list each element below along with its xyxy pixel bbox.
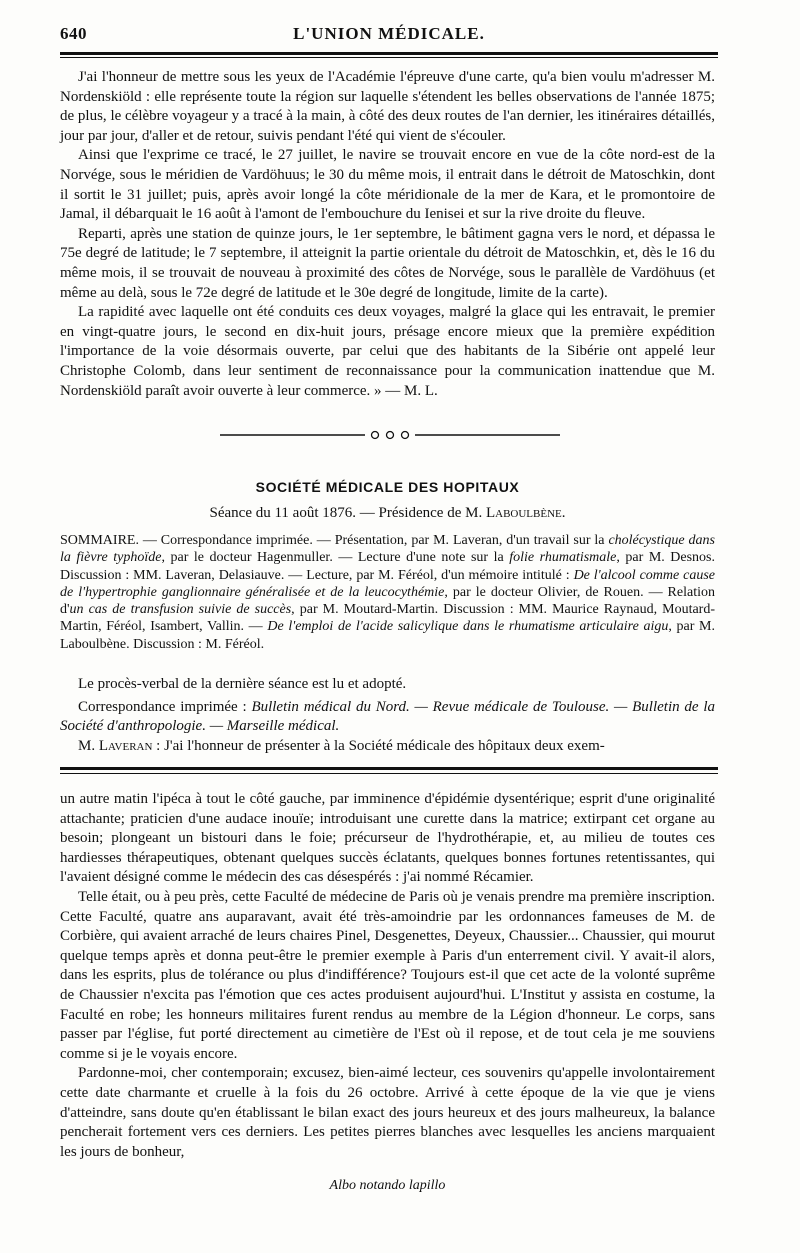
intro-paragraph-3: Reparti, après une station de quinze jours, le 1er septembre, le bâtiment gagna vers le nord, et dépassa le 75e degré de latitude; le 7 septembre, il atteignit la partie orientale du détroit de Matoschkin, et, dès le 16 du même mois, il se trouvait de nouveau à proximité des côtes de Norvége, sous le parallèle de Vardöhuus (et même au delà, sous le 72e degré de latitude et le 30e degré de longitude, limite de la carte). — [60, 225, 715, 301]
seance-line — [60, 505, 715, 522]
sommaire-title-italic: un cas de transfusion suivie de succès — [69, 602, 292, 618]
laveran-speaker: M. Laveran — [78, 737, 153, 754]
laveran-line — [60, 737, 715, 757]
intro-paragraph-4: La rapidité avec laquelle ont été conduits ces deux voyages, malgré la glace qui les entravait, le premier en vingt-quatre jours, le second en dix-huit jours, présage encore mieux que la première expédition l'importance de la voie désormais ouverte, par celui que des habitants de la Sibérie ont appelé leur Christophe Colomb, dans leur sentiment de reconnaissance pour la communication inattendue que M. Nordenskiöld paraît avoir ouverte à leur commerce. » — M. L. — [60, 304, 715, 399]
sommaire-title-italic: cholécystique dans la fièvre typhoïde — [60, 533, 715, 566]
society-title: SOCIÉTÉ MÉDICALE DES HOPITAUX — [255, 479, 520, 495]
sommaire-title-italic: De l'emploi de l'acide salicylique dans le rhumatisme articulaire aigu — [267, 619, 669, 635]
president-name: Laboulbène — [485, 505, 562, 521]
proces-verbal: Le procès-verbal de la dernière séance est lu et adopté. — [78, 676, 407, 692]
footer-catchword: Albo notando lapillo — [329, 1178, 446, 1193]
correspondance-line — [60, 698, 715, 737]
feuilleton-rule — [60, 767, 718, 770]
header-rule — [60, 52, 718, 55]
page-number: 640 — [60, 24, 87, 43]
sommaire-text: , par M. Desnos. Discussion : MM. Laveran, Delasiauve. — Lecture, par M. Féréol, d'un mémoire intitulé : — [60, 550, 716, 583]
sommaire-text: , par M. Moutard-Martin. Discussion : MM. Maurice Raynaud, Moutard-Martin, Féréol, Isambert, Vallin. — — [60, 602, 715, 635]
correspondance-items: Bulletin médical du Nord. — Revue médicale de Toulouse. — Bulletin de la Société d'anthropologie. — Marseille médical. — [60, 698, 715, 735]
minutes-block — [60, 675, 715, 756]
page-header — [60, 20, 718, 50]
seance-suffix: . — [561, 505, 566, 521]
sommaire-title-italic: De l'alcool comme cause de l'hypertrophie ganglionnaire généralisée et de la leucocythémie — [60, 567, 715, 600]
sommaire-title-italic: folie rhumatismale — [509, 550, 617, 566]
header-rule-thin — [60, 57, 718, 58]
seance-prefix: Séance du 11 août 1876. — Présidence de M. — [209, 505, 486, 521]
laveran-text: : J'ai l'honneur de présenter à la Société médicale des hôpitaux deux exem- — [152, 737, 605, 754]
sommaire-text: , par M. Laboulbène. Discussion : M. Féréol. — [60, 619, 715, 652]
section-ornament — [220, 430, 560, 440]
sommaire-text: , par le docteur Hagenmuller. — Lecture d'une note sur la — [161, 550, 510, 566]
feuilleton-paragraph-2: Telle était, ou à peu près, cette Faculté de médecine de Paris où je venais prendre ma première inscription. Cette Faculté, quatre ans auparavant, avait été très-amoindrie par les ordonnances fameuses de M. de Corbière, qui avaient arraché de leurs chaires Pinel, Desgenettes, Deyeux, Chaussier... Chaussier, qui mourut quelque temps après et donna peut-être le premier exemple à Paris d'un enterrement civil. Y avait-il alors, dans les esprits, plus de tolérance ou plus d'indifférence? Toujours est-il que cet acte de la volonté suprême de Chaussier n'excita pas l'émotion que ces actes produisent aujourd'hui. L'Institut y assista en costume, la Faculté en robe; les honneurs militaires furent rendus au membre de la Légion d'honneur. Le corps, sans passer par l'église, fut porté directement au cimetière de l'Est où il repose, et de tout cela je me souviens comme si je le voyais encore. — [60, 888, 715, 1062]
intro-article — [60, 68, 715, 401]
sommaire-label: SOMMAIRE. — [60, 533, 139, 548]
sommaire-text: — Correspondance imprimée. — Présentation, par M. Laveran, d'un travail sur la — [142, 533, 609, 548]
journal-title: L'UNION MÉDICALE. — [293, 24, 485, 43]
feuilleton-paragraph-3: Pardonne-moi, cher contemporain; excusez, bien-aimé lecteur, ces souvenirs qu'appelle involontairement cette date charmante et cruelle à la fois du 26 octobre. Arrivé à cette époque de la vie que je viens d'atteindre, sans doute qu'en établissant le bilan exact des jours heureux et des jours malheureux, la balance pencherait fortement vers ces derniers. Les petites pierres blanches avec lesquelles les anciens marquaient les jours de bonheur, — [60, 1065, 715, 1160]
correspondance-prefix: Correspondance imprimée : — [78, 698, 252, 715]
feuilleton-paragraph-1: un autre matin l'ipéca à tout le côté gauche, par imminence d'épidémie dysentérique; esprit d'une originalité attachante; praticien d'une audace inouïe; introduisant une curette dans la matrice; extirpant cet organe au besoin; plongeant un bistouri dans le foie; précurseur de l'hydrothérapie, et, au milieu de toutes ces hardiesses thérapeutiques, obtenant quelques succès éclatants, quelques bonnes fortunes retentissantes, qui l'avaient désigné comme le médecin des cas désespérés : j'ai nommé Récamier. — [60, 791, 715, 886]
intro-paragraph-2: Ainsi que l'exprime ce tracé, le 27 juillet, le navire se trouvait encore en vue de la côte nord-est de la Norvége, sous le méridien de Vardöhuus; le 30 du même mois, il entrait dans le détroit de Matoschkin, dont il sortit le 31 juillet; puis, après avoir longé la côte méridionale de la mer de Kara, et le promontoire de Jamal, il débarquait le 16 août à l'amont de l'embouchure du Ienisei et sur la rive droite du fleuve. — [60, 147, 715, 223]
sommaire — [60, 532, 715, 653]
sommaire-text: , par le docteur Olivier, de Rouen. — Relation d' — [60, 584, 715, 618]
feuilleton-rule-thin — [60, 773, 718, 774]
intro-paragraph-1: J'ai l'honneur de mettre sous les yeux de l'Académie l'épreuve d'une carte, qu'a bien voulu m'adresser M. Nordenskiöld : elle représente toute la région sur laquelle s'étendent les belles observations de l'année 1875; de plus, le célèbre voyageur y a tracé à la main, à côté des deux routes de l'an dernier, les itinéraires détaillés, jour par jour, d'aller et de retour, suivis pendant l'été qui vient de s'écouler. — [60, 69, 715, 144]
feuilleton — [60, 790, 715, 1162]
